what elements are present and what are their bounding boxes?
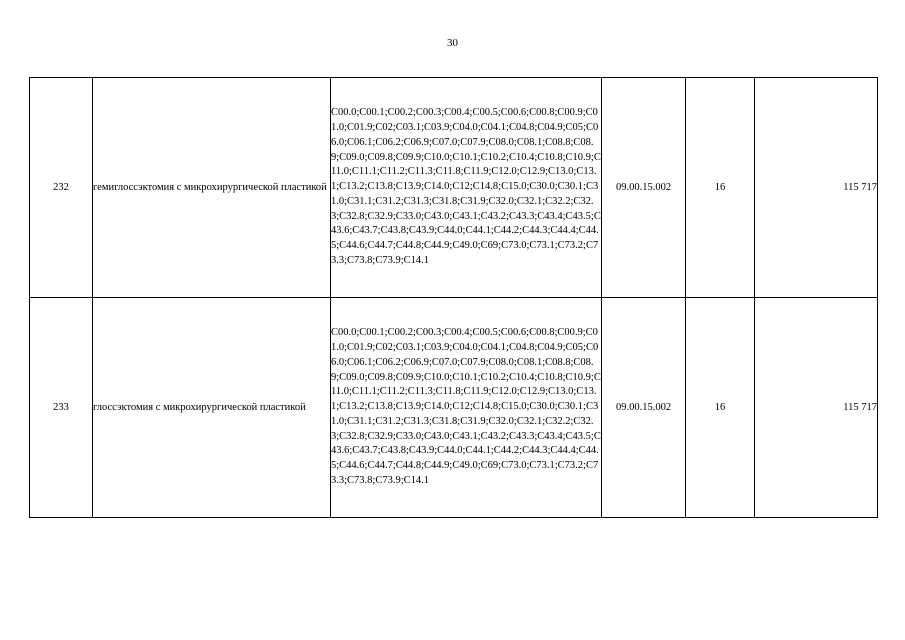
tariff-table [29, 77, 878, 518]
method-code: 09.00.15.002 [602, 298, 686, 518]
group-number: 16 [686, 78, 755, 298]
procedure-name: глоссэктомия с микрохирургической пластикой [93, 298, 331, 518]
diagnosis-codes: C00.0;C00.1;C00.2;C00.3;C00.4;C00.5;C00.6;C00.8;C00.9;C01.0;C01.9;C02;C03.1;C03.9;C04.0;C04.1;C04.8;C04.9;C05;C06.0;C06.1;C06.2;C06.9;C07.0;C07.9;C08.0;C08.1;C08.8;C08.9;C09.0;C09.8;C09.9;C10.0;C10.1;C10.2;C10.4;C10.8;C10.9;C11.0;C11.1;C11.2;C11.3;C11.8;C11.9;C12.0;C12.9;C13.0;C13.1;C13.2;C13.8;C13.9;C14.0;C12;C14.8;C15.0;C30.0;C30.1;C31.0;C31.1;C31.2;C31.3;C31.8;C31.9;C32.0;C32.1;C32.2;C32.3;C32.8;C32.9;C33.0;C43.0;C43.1;C43.2;C43.3;C43.4;C43.5;C43.6;C43.7;C43.8;C43.9;C44.0;C44.1;C44.2;C44.3;C44.4;C44.5;C44.6;C44.7;C44.8;C44.9;C49.0;C69;C73.0;C73.1;C73.2;C73.3;C73.8;C73.9;C14.1 [331, 298, 602, 518]
row-number: 232 [30, 78, 93, 298]
cost-value: 115 717 [755, 78, 878, 298]
row-number: 233 [30, 298, 93, 518]
procedure-name: гемиглоссэктомия с микрохирургической пластикой [93, 78, 331, 298]
page-number: 30 [447, 37, 458, 49]
table-row [30, 78, 878, 298]
diagnosis-codes: C00.0;C00.1;C00.2;C00.3;C00.4;C00.5;C00.6;C00.8;C00.9;C01.0;C01.9;C02;C03.1;C03.9;C04.0;C04.1;C04.8;C04.9;C05;C06.0;C06.1;C06.2;C06.9;C07.0;C07.9;C08.0;C08.1;C08.8;C08.9;C09.0;C09.8;C09.9;C10.0;C10.1;C10.2;C10.4;C10.8;C10.9;C11.0;C11.1;C11.2;C11.3;C11.8;C11.9;C12.0;C12.9;C13.0;C13.1;C13.2;C13.8;C13.9;C14.0;C12;C14.8;C15.0;C30.0;C30.1;C31.0;C31.1;C31.2;C31.3;C31.8;C31.9;C32.0;C32.1;C32.2;C32.3;C32.8;C32.9;C33.0;C43.0;C43.1;C43.2;C43.3;C43.4;C43.5;C43.6;C43.7;C43.8;C43.9;C44.0;C44.1;C44.2;C44.3;C44.4;C44.5;C44.6;C44.7;C44.8;C44.9;C49.0;C69;C73.0;C73.1;C73.2;C73.3;C73.8;C73.9;C14.1 [331, 78, 602, 298]
table-row [30, 298, 878, 518]
cost-value: 115 717 [755, 298, 878, 518]
method-code: 09.00.15.002 [602, 78, 686, 298]
group-number: 16 [686, 298, 755, 518]
